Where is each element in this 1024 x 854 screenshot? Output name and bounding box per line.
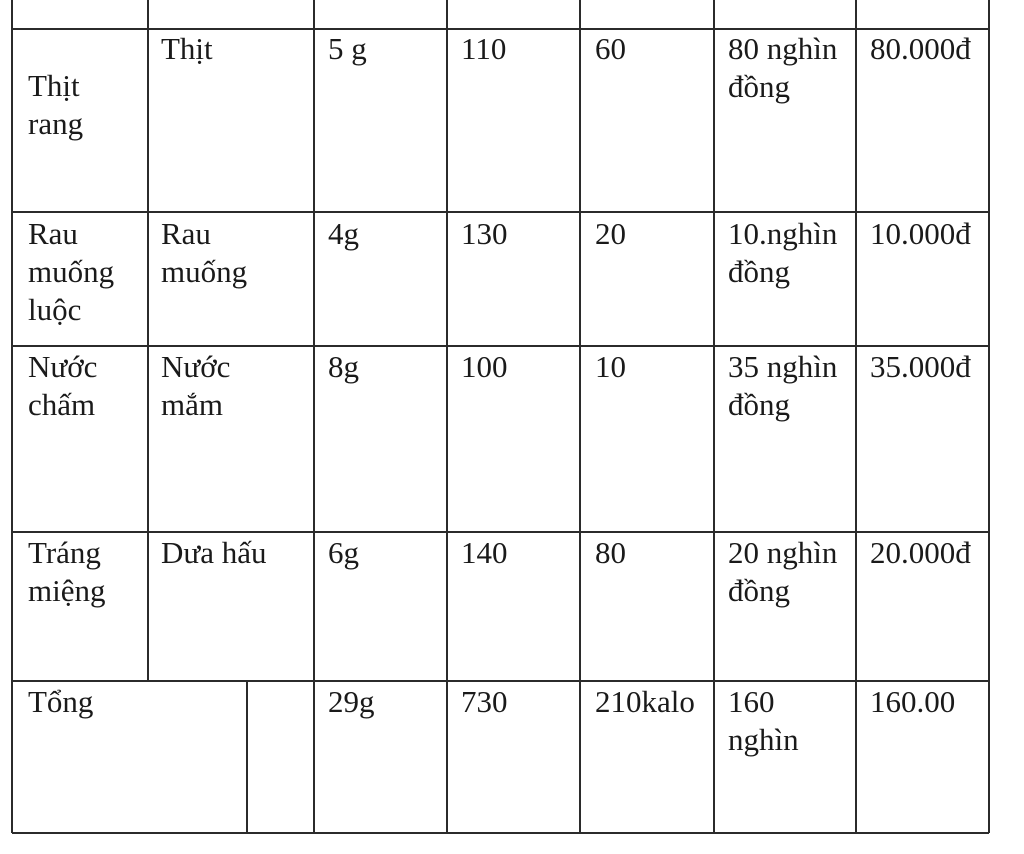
price-cell: 80.000đ — [870, 31, 971, 66]
value2-cell: 20 — [595, 216, 626, 251]
dish-cell: Nước chấm — [28, 349, 98, 422]
total-value2-cell: 210kalo — [595, 684, 695, 719]
price-text-cell: 20 nghìn đồng — [728, 535, 838, 608]
dish-cell: Tráng miệng — [28, 535, 106, 608]
ingredient-cell: Rau muống — [161, 216, 248, 289]
ingredient-cell: Thịt — [161, 31, 213, 66]
amount-cell: 6g — [328, 535, 359, 570]
total-label-cell: Tổng — [28, 684, 94, 719]
ingredient-cell: Nước mắm — [161, 349, 231, 422]
dish-cell: Thịt rang — [28, 68, 84, 141]
amount-cell: 5 g — [328, 31, 367, 66]
value2-cell: 10 — [595, 349, 626, 384]
amount-cell: 4g — [328, 216, 359, 251]
price-text-cell: 10.nghìn đồng — [728, 216, 838, 289]
total-price-text-cell: 160 nghìn — [728, 684, 799, 757]
price-text-cell: 80 nghìn đồng — [728, 31, 838, 104]
total-value1-cell: 730 — [461, 684, 508, 719]
ingredient-cell: Dưa hấu — [161, 535, 267, 570]
price-text-cell: 35 nghìn đồng — [728, 349, 838, 422]
price-cell: 35.000đ — [870, 349, 971, 384]
total-amount-cell: 29g — [328, 684, 375, 719]
value1-cell: 130 — [461, 216, 508, 251]
value1-cell: 140 — [461, 535, 508, 570]
dish-cell: Rau muống luộc — [28, 216, 115, 327]
total-price-cell: 160.00 — [870, 684, 956, 719]
value2-cell: 80 — [595, 535, 626, 570]
value1-cell: 110 — [461, 31, 507, 66]
price-cell: 20.000đ — [870, 535, 971, 570]
amount-cell: 8g — [328, 349, 359, 384]
value2-cell: 60 — [595, 31, 626, 66]
price-cell: 10.000đ — [870, 216, 971, 251]
value1-cell: 100 — [461, 349, 508, 384]
